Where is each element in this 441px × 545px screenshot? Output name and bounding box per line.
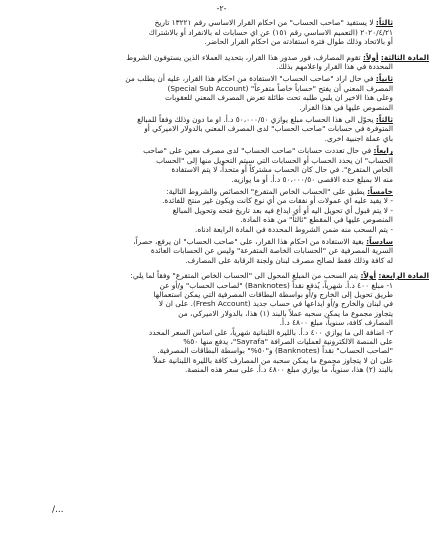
- text-line: في حال تعددت حسابات "صاحب الحساب" لدى مصرف معين على "صاحب: [143, 146, 372, 156]
- text-line: على المنصة الالكترونية لعمليات الصرافة "Sayrafa"، يدفع منها ٥٠%: [183, 337, 393, 346]
- article-3-clause-4: [14, 146, 429, 184]
- text-line: وعلى هذا الاخير ان يلبي طلبه تحت طائلة تعرض المصرف المعني للعقوبات: [165, 93, 393, 103]
- article-3-clause-1: [14, 53, 429, 72]
- article-3-clause-5: [14, 187, 429, 234]
- text-line: يحوّل الى هذا الحساب مبلغ يوازي ٥٠،٠٠٠/٥٠ د.أ. او ما دون وذلك وفقاً للمبالغ: [137, 115, 374, 125]
- text-line: المحددة في هذا القرار واعلامهم بذلك.: [276, 62, 393, 72]
- article-3-title: المادة الثالثة:: [380, 52, 429, 62]
- bullet-line: - لا يتم قبول أي تحويل اليه أو أي ايداع فيه بعد تاريخ فتحه وتحويل المبالغ: [172, 205, 393, 215]
- text-line: الخاص المتفرع". في حال كان الحساب مشتركاً أو متحداً، لا يتم الاستفادة: [171, 165, 393, 175]
- text-line: يتم السحب من المبلغ المحول الى "الحساب الخاص المتفرع" وفقاً لما يلي:: [130, 271, 359, 281]
- text-line: على ان لا يتجاوز مجموع ما يمكن سحبه من المصارف كافة بالليرة اللبنانية عملاً: [153, 355, 393, 365]
- page-number: -٢-: [216, 4, 227, 13]
- article-3-clause-3: [14, 115, 429, 143]
- text-line: السرية المصرفية عن "الحسابات الخاصة المتفرعة" وليس عن الحسابات العائدة: [150, 246, 393, 256]
- clause-label: أولاً:: [360, 271, 377, 281]
- clause-label: سادساً:: [366, 236, 393, 246]
- article-4-title: المادة الرابعة:: [378, 271, 429, 281]
- text-line: المتوفرة في حسابات "صاحب الحساب" لدى المصرف المعني بالدولار الاميركي أو: [144, 124, 393, 134]
- text-line: يتجاوز مجموع ما يمكن سحبه عملاً بالبند (١) هذا، بالدولار الاميركي، من: [178, 308, 393, 318]
- article-3-clause-6: [14, 237, 429, 265]
- text-line: في حال اراد "صاحب الحساب" الاستفادة من احكام هذا القرار، عليه أن يطلب من: [125, 74, 374, 84]
- text-line: ٢٠٢٠/٤/٢١ (التعميم الاساسي رقم ١٥١) عن اي حسابات له بالانفراد أو بالاشتراك: [148, 27, 393, 37]
- clause-label: رابعاً:: [373, 146, 393, 156]
- text-line: منه الا بمبلغ حده الاقصى ٥٠،٠٠٠/٥٠ د.أ. أو ما يوازيه.: [231, 174, 393, 184]
- clause-label: أولاً:: [362, 52, 379, 62]
- text-line: أو بالاتحاد وذلك طوال فترة استفادته من احكام القرار الحاضر.: [204, 37, 393, 47]
- text-line: له كافة وذلك فقط لصالح مصرف لبنان ولجنة الرقابة على المصارف.: [185, 255, 393, 265]
- clause-label: خامساً:: [367, 186, 393, 196]
- text-line: المصارف كافة، سنوياً، مبلغ ٤٨٠٠ د.أ.: [279, 318, 393, 328]
- text-line: تقوم المصارف، فور صدور هذا القرار، بتحديد العملاء الذين يستوفون الشروط: [126, 52, 361, 62]
- text-line: ٢- اضافة الى ما يوازي ٤٠٠ د.أ. بالليرة اللبنانية شهرياً، على اساس السعر المحدد: [148, 327, 393, 337]
- article-4-clause-1: [14, 271, 429, 374]
- text-line: باي عملة اجنبية اخرى.: [324, 133, 393, 143]
- clause-label: ثانياً:: [375, 74, 393, 84]
- text-line: ١- مبلغ ٤٠٠ د.أ. شهرياً، يُدفع نقداً (Banknotes) "لصاحب الحساب" و/أو عن: [159, 280, 393, 290]
- text-line: في لبنان والخارج و/أو ايداعها في حساب جديد (Fresh Account). على ان لا: [158, 299, 393, 309]
- paragraph-third: [14, 18, 429, 46]
- text-line: بغية الاستفادة من احكام هذا القرار، على "صاحب الحساب" ان يرفع، حصراً،: [133, 236, 364, 246]
- bullet-line: - يتم السحب منه ضمن الشروط المحددة في المادة الرابعة ادناه.: [195, 224, 393, 234]
- bullet-line: - لا يفيد عليه اي عمولات أو نفقات من أي نوع كانت ويكون غير منتج للفائدة.: [162, 196, 393, 206]
- article-3-clause-2: [14, 74, 429, 112]
- clause-label: ثالثاً:: [375, 115, 393, 125]
- clause-label: ثالثاً:: [375, 18, 393, 28]
- text-line: "لصاحب الحساب" نقداً (Banknotes) و"٥٠%" بواسطة البطاقات المصرفية.: [157, 346, 393, 356]
- text-line: لا يستفيد "صاحب الحساب" من احكام القرار الاساسي رقم ١٣٢٢١ تاريخ: [154, 18, 374, 28]
- text-line: طريق تحويل إلى الخارج و/أو بواسطة البطاقات المصرفية التي يمكن استعمالها: [153, 289, 393, 299]
- text-line: يطبق على "الحساب الخاص المتفرع" الخصائص والشروط التالية:: [166, 186, 365, 196]
- text-line: المنصوص عليها في المقطع "ثالثاً" من هذه المادة.: [240, 215, 393, 225]
- text-line: المنصوص عليها في هذا القرار.: [299, 102, 393, 112]
- text-line: الحساب" ان يحدد الحساب أو الحسابات التي سيتم التحويل منها إلى "الحساب: [156, 155, 393, 165]
- text-line: بالبند (٢) هذا، سنوياً، ما يوازي مبلغ ٤٨٠٠ د.أ. على سعر هذه المنصة.: [184, 365, 393, 375]
- text-line: المصرف المعني أن يفتح "حساباً خاصاً متفرعاً" (Special Sub Account): [167, 83, 393, 93]
- continuation-mark: /...: [52, 504, 64, 515]
